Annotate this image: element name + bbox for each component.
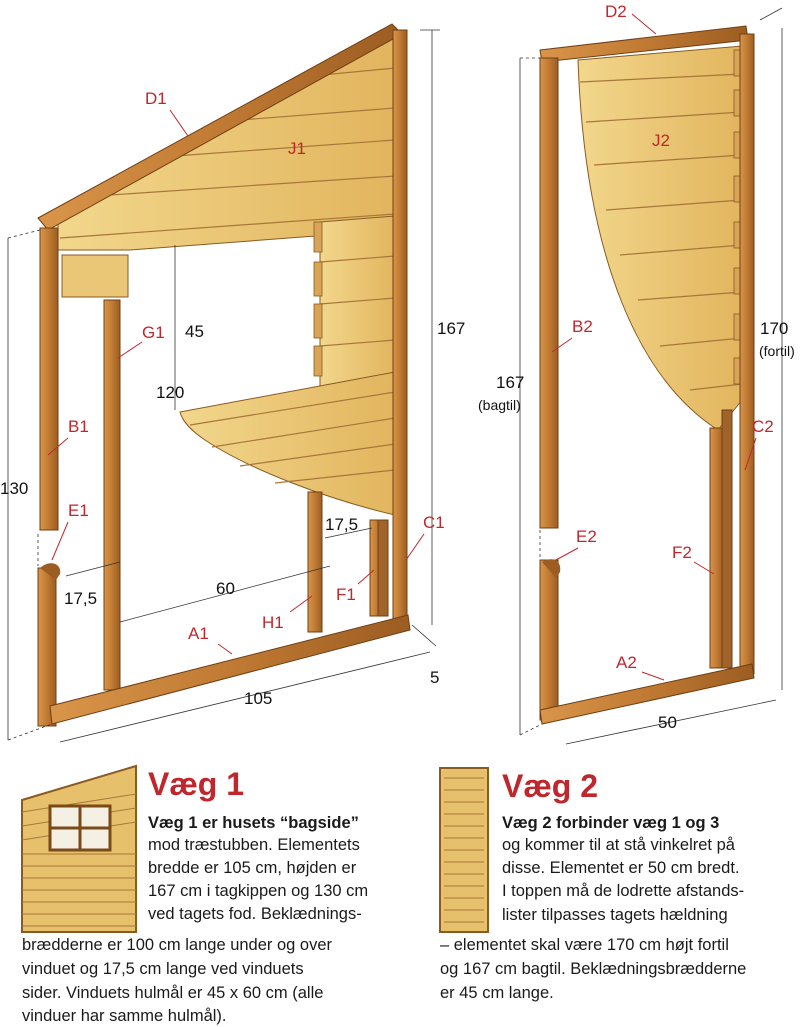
- wall-1-heading: Væg 1: [148, 766, 245, 802]
- label-f1: F1: [336, 585, 356, 604]
- wall-1-line-1: mod træstubben. Elementets: [148, 836, 360, 854]
- dim-120: 120: [156, 383, 185, 402]
- label-j2: J2: [652, 131, 670, 150]
- wall-2-thumbnail: [440, 768, 488, 932]
- dim-50: 50: [658, 713, 677, 732]
- label-j1: J1: [288, 139, 306, 158]
- label-b1: B1: [68, 417, 89, 436]
- label-a1: A1: [188, 624, 209, 643]
- wall-1-middle-post: [104, 300, 120, 690]
- wall-1-line-7: sider. Vinduets hulmål er 45 x 60 cm (alle: [22, 984, 324, 1002]
- label-c2: C2: [752, 417, 774, 436]
- wall-2-line-5: – elementet skal være 170 cm højt fortil: [440, 936, 729, 954]
- wall-1-right-post: [393, 30, 407, 620]
- wall-1-line-2: bredde er 105 cm, højden er: [148, 859, 357, 877]
- dim-17-5-right: 17,5: [325, 515, 359, 534]
- dim-130: 130: [0, 479, 29, 498]
- wall-1-line-4: ved tagets fod. Beklædnings-: [148, 905, 362, 923]
- wall-2-cladding: [578, 46, 742, 430]
- label-h1: H1: [262, 613, 284, 632]
- label-b2: B2: [572, 317, 593, 336]
- wall-1-left-post-lower: [38, 568, 56, 726]
- wall-2-line-2: disse. Elementet er 50 cm bredt.: [502, 859, 740, 877]
- label-g1: G1: [142, 323, 165, 342]
- wall-2-line-7: er 45 cm lange.: [440, 984, 554, 1002]
- wall-2-line-1: og kommer til at stå vinkelret på: [502, 836, 735, 854]
- wall-1-line-6: vinduet og 17,5 cm lange ved vinduets: [22, 960, 304, 978]
- wall-2-lead: Væg 2 forbinder væg 1 og 3: [502, 814, 720, 832]
- label-e2: E2: [576, 527, 597, 546]
- dim-170-note: (fortil): [759, 343, 795, 359]
- dim-105: 105: [244, 689, 273, 708]
- wall-1-window-lintel: [62, 255, 128, 297]
- dim-170: 170: [760, 319, 789, 338]
- wall-2-line-4: lister tilpasses tagets hældning: [502, 906, 728, 924]
- wall-2-left-post-upper: [540, 58, 558, 528]
- dim-45: 45: [185, 322, 204, 341]
- dim-167-note: (bagtil): [478, 397, 521, 413]
- label-e1: E1: [68, 501, 89, 520]
- label-d2: D2: [605, 2, 627, 21]
- wall-2-left-post-lower: [540, 560, 558, 720]
- dim-60: 60: [216, 579, 235, 598]
- label-c1: C1: [423, 513, 445, 532]
- wall-2-right-post: [740, 34, 754, 674]
- wall-1-lead: Væg 1 er husets “bagside”: [148, 814, 359, 832]
- wall-1-short-post-h1: [308, 492, 322, 632]
- wall-2-drawing: [520, 8, 782, 744]
- label-a2: A2: [616, 653, 637, 672]
- wall-1-drawing: [8, 24, 440, 742]
- dim-167-wall2: 167: [496, 373, 525, 392]
- wall-1-line-5: brædderne er 100 cm lange under og over: [22, 936, 333, 954]
- dim-5: 5: [430, 668, 440, 687]
- wall-1-side-cladding: [320, 216, 395, 396]
- label-d1: D1: [145, 89, 167, 108]
- dim-167-wall1: 167: [437, 319, 466, 338]
- wall-1-thumbnail: [22, 766, 136, 932]
- wall-2-line-3: I toppen må de lodrette afstands-: [502, 882, 745, 900]
- wall-1-lower-cladding: [180, 372, 395, 515]
- wall-1-left-post-upper: [40, 228, 58, 530]
- wall-1-line-8: vinduer har samme hulmål).: [22, 1007, 227, 1025]
- label-f2: F2: [672, 543, 692, 562]
- wall-2-line-6: og 167 cm bagtil. Beklædningsbrædderne: [440, 960, 747, 978]
- wall-1-line-3: 167 cm i tagkippen og 130 cm: [148, 882, 369, 900]
- dim-17-5-left: 17,5: [64, 589, 98, 608]
- wall-2-heading: Væg 2: [502, 768, 599, 804]
- wall-2-bottom-sill: [540, 664, 754, 724]
